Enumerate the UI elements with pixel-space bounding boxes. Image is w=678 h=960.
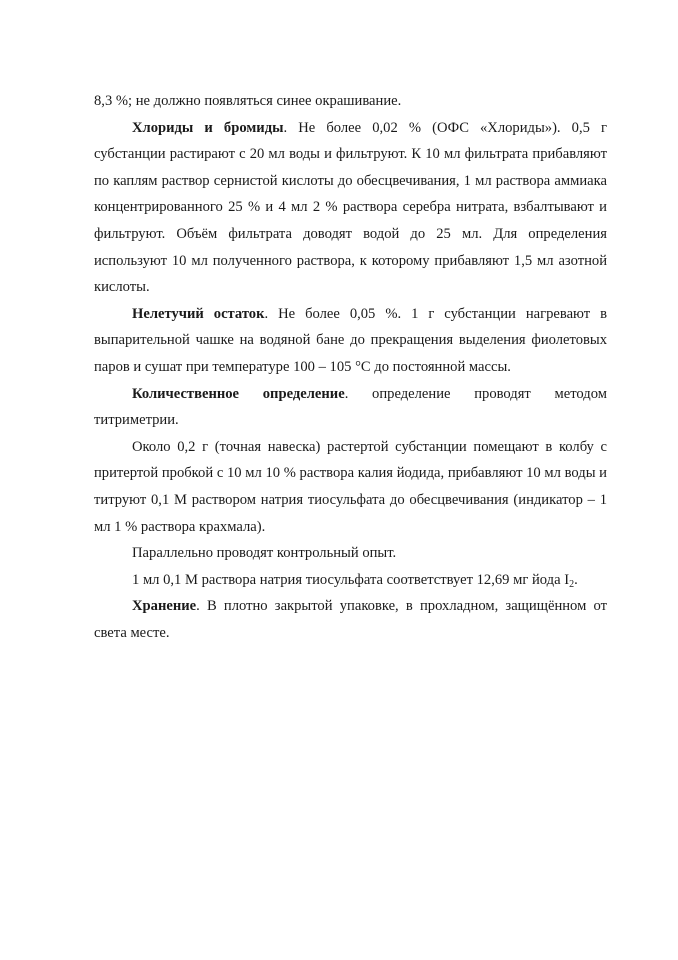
paragraph-assay [94, 381, 607, 434]
paragraph-text: Около 0,2 г (точная навеска) растертой субстанции помещают в колбу с притертой пробкой с 10 мл 10 % раствора калия йодида, прибавляют 10 мл воды и титруют 0,1 М раствором натрия тиосульфата до обесцвечивания (индикатор – 1 мл 1 % раствора крахмала). [94, 438, 607, 535]
paragraph-equivalence [94, 567, 607, 594]
document-page [94, 88, 607, 646]
paragraph-text: 8,3 %; не должно появляться синее окрашивание. [94, 93, 402, 109]
paragraph-text: Параллельно проводят контрольный опыт. [132, 545, 397, 562]
paragraph-continuation [94, 88, 607, 115]
paragraph-storage [94, 593, 607, 646]
section-heading-chlorides-bromides: Хлориды и бромиды [132, 119, 284, 136]
section-heading-assay: Количественное определение [132, 385, 345, 402]
paragraph-chlorides-bromides [94, 115, 607, 301]
paragraph-text: 1 мл 0,1 М раствора натрия тиосульфата соответствует 12,69 мг йода I [132, 571, 570, 588]
subscript: 2 [569, 578, 575, 590]
paragraph-text: . Не более 0,02 % (ОФС «Хлориды»). 0,5 г субстанции растирают с 20 мл воды и фильтруют. К 10 мл фильтрата прибавляют по каплям раствор сернистой кислоты до обесцвечивания, 1 мл раствора аммиака концентрированного 25 % и 4 мл 2 % раствора серебра нитрата, взбалтывают и фильтруют. Объём фильтрата доводят водой до 25 мл. Для определения используют 10 мл полученного раствора, к которому прибавляют 1,5 мл азотной кислоты. [94, 119, 607, 296]
paragraph-nonvolatile-residue [94, 301, 607, 381]
paragraph-text: . В плотно закрытой упаковке, в прохладном, защищённом от света месте. [94, 598, 607, 641]
paragraph-text: . определение проводят методом титриметрии. [94, 385, 607, 429]
section-heading-nonvolatile-residue: Нелетучий остаток [132, 305, 265, 322]
paragraph-assay-procedure [94, 434, 607, 540]
paragraph-text: . Не более 0,05 %. 1 г субстанции нагревают в выпарительной чашке на водяной бане до прекращения выделения фиолетовых паров и сушат при температуре 100 – 105 °С до постоянной массы. [94, 305, 607, 375]
paragraph-control [94, 540, 607, 567]
paragraph-suffix: . [574, 571, 578, 588]
section-heading-storage: Хранение [132, 598, 197, 615]
